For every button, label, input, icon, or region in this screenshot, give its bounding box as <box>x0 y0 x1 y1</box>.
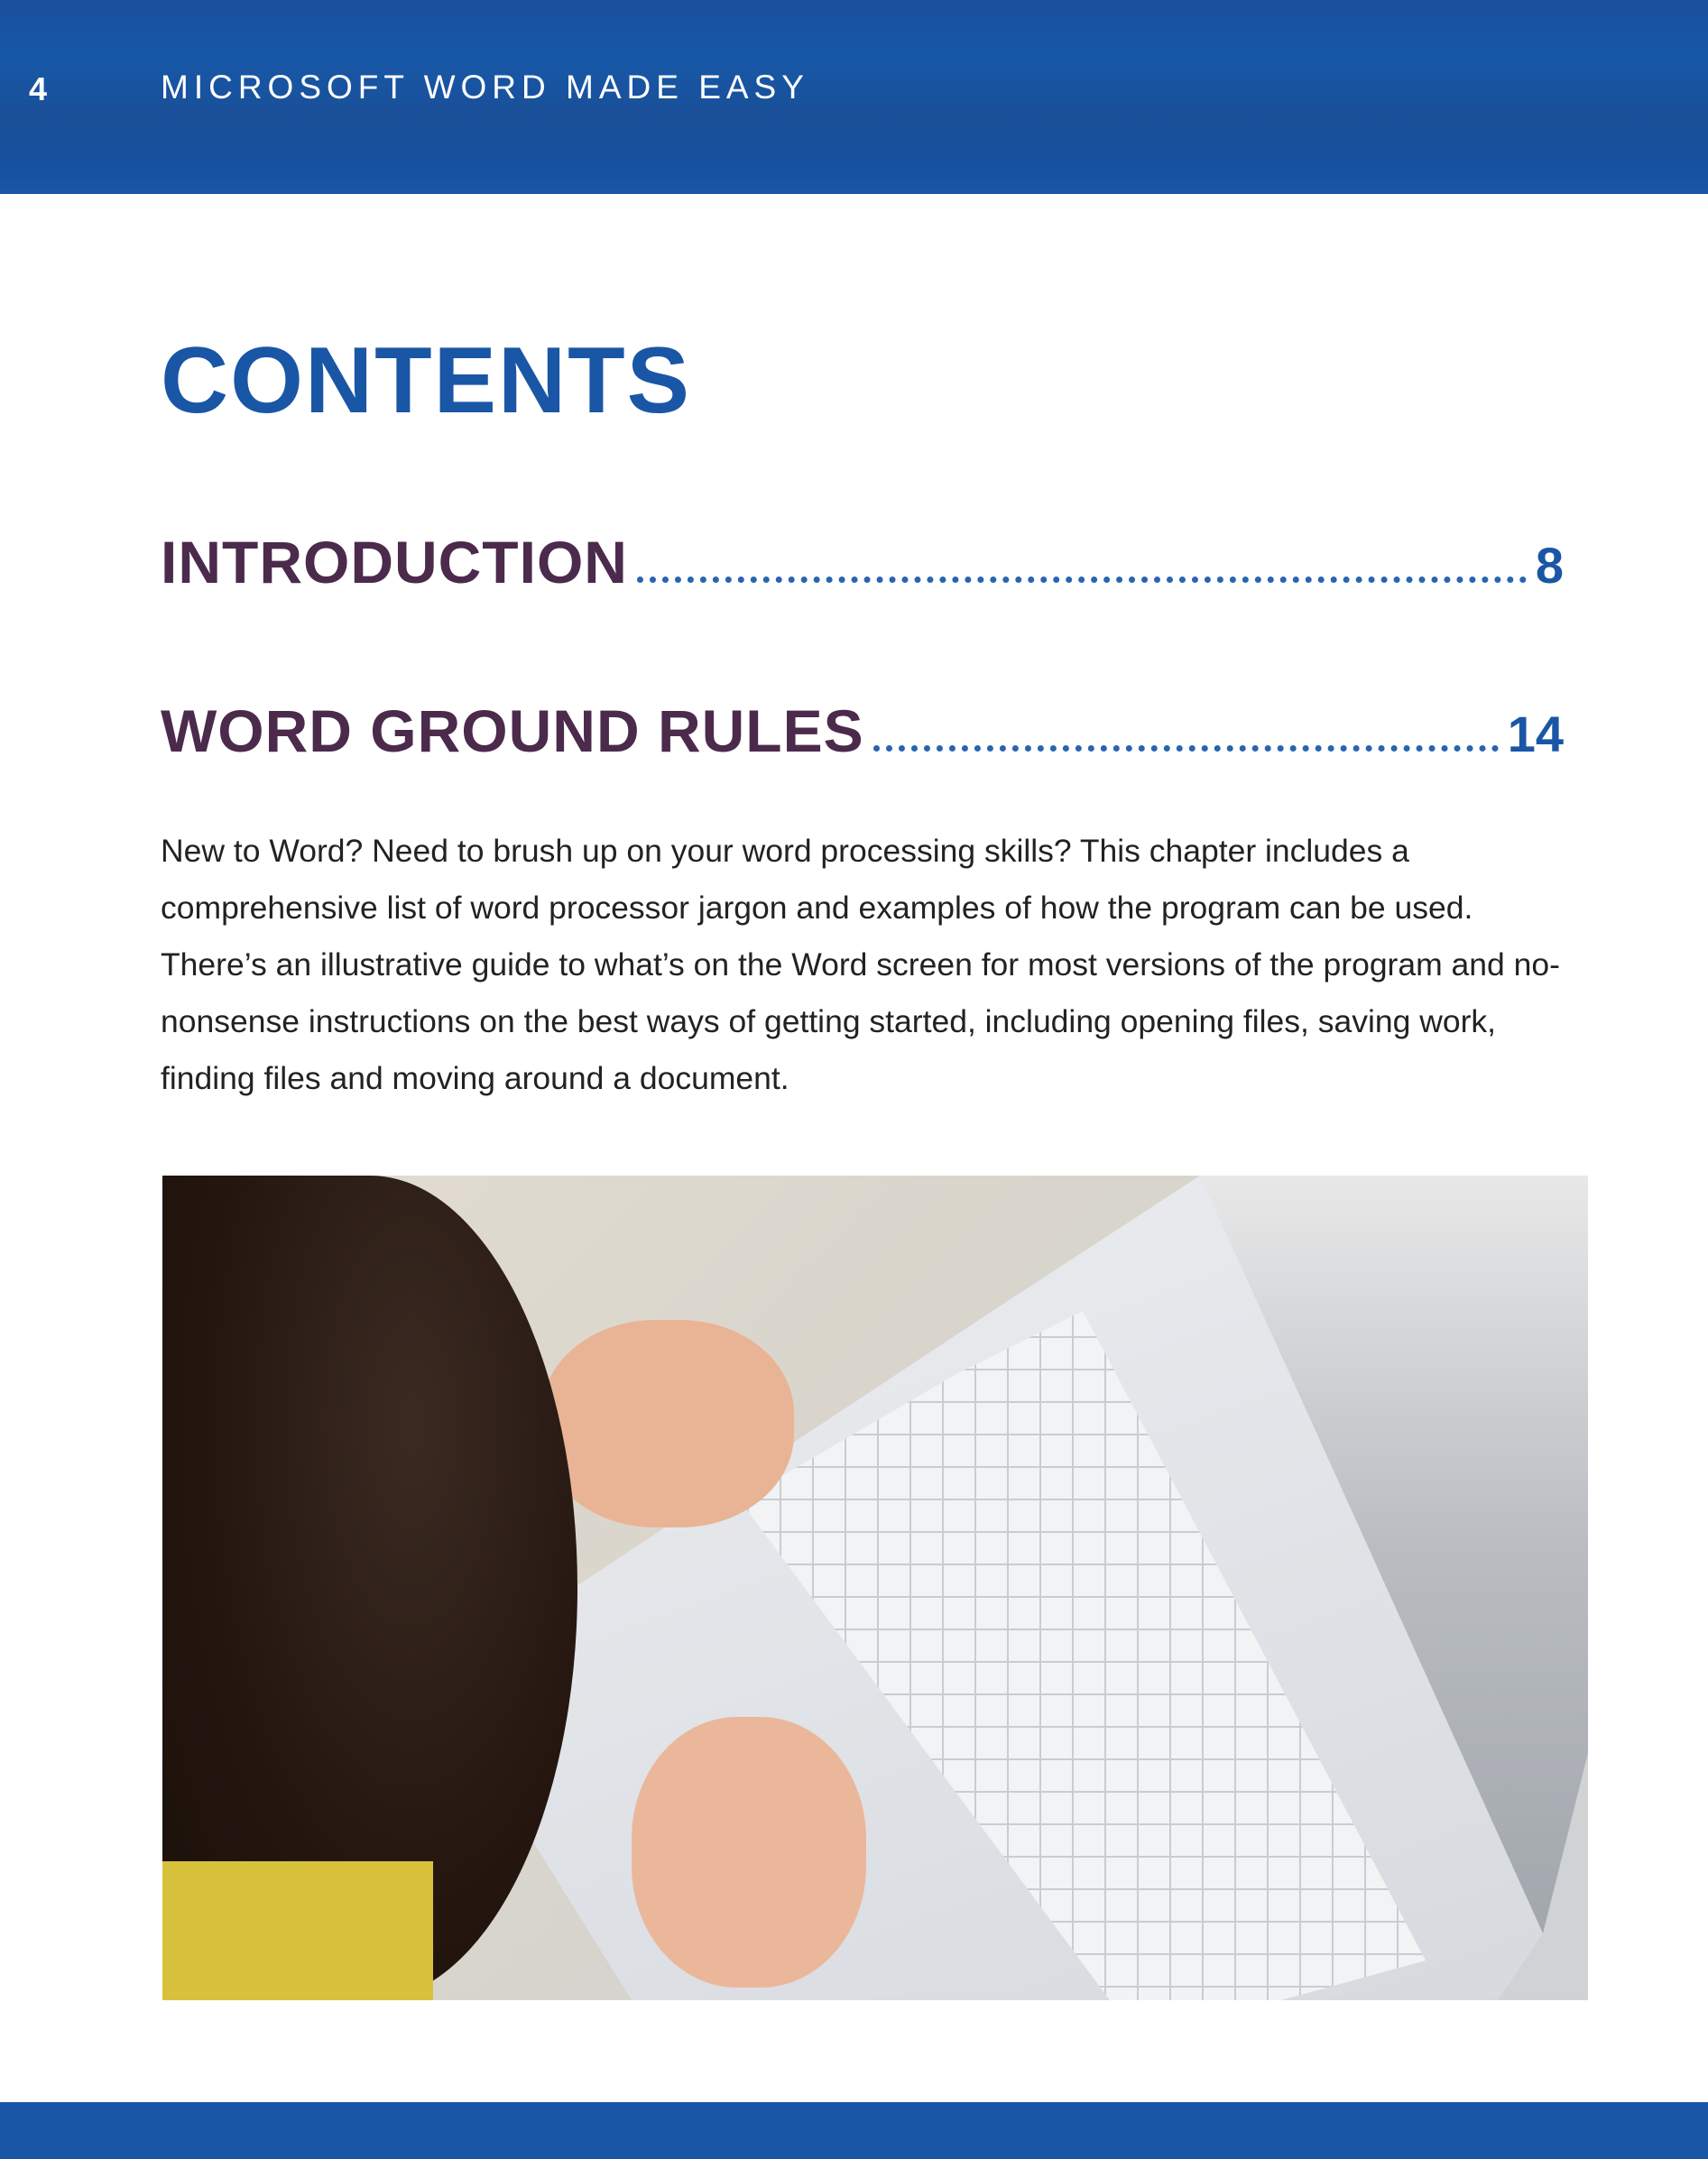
toc-entry-introduction[interactable] <box>161 528 1564 596</box>
child-hand-right <box>632 1717 866 1988</box>
footer-band <box>0 2102 1708 2159</box>
dot-leader <box>637 577 1527 583</box>
child-shirt <box>162 1861 433 2000</box>
running-title: MICROSOFT WORD MADE EASY <box>161 69 809 106</box>
page-number: 4 <box>29 70 48 107</box>
child-hand-left <box>541 1320 794 1527</box>
toc-entry-page: 8 <box>1535 537 1564 594</box>
header-band <box>0 0 1708 194</box>
page-title: CONTENTS <box>161 328 691 433</box>
toc-entry-title: WORD GROUND RULES <box>161 697 864 764</box>
toc-entry-page: 14 <box>1507 706 1564 762</box>
chapter-description: New to Word? Need to brush up on your word processing skills? This chapter includes a comprehensive list of word processor jargon and examples of how the program can be used. There’s an illustrative guide to what’s on the Word screen for most versions of the program and no-nonsense instructions on the best ways of getting started, including opening files, saving work, finding files and moving around a document. <box>161 833 1560 1096</box>
child-typing-on-laptop-photo <box>162 1176 1588 2000</box>
toc-entry-title: INTRODUCTION <box>161 529 628 595</box>
toc-entry-word-ground-rules[interactable] <box>161 697 1564 765</box>
dot-leader <box>873 745 1499 752</box>
